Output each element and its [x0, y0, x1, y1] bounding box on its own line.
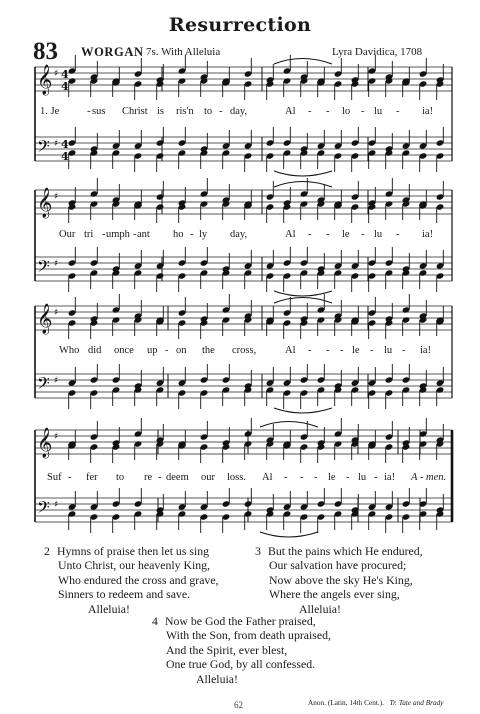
sharp-icon: ♯ [54, 376, 59, 386]
bass-clef-icon: 𝄢 [37, 256, 50, 280]
lyric-syllable: lo [342, 106, 351, 117]
lyric-syllable: - [396, 229, 400, 240]
lyric-syllable: sus [92, 106, 106, 117]
lyric-syllable: men. [426, 472, 447, 483]
stanza-4 [152, 614, 331, 686]
lyric-syllable: - [402, 345, 406, 356]
lyric-syllable: Al [285, 106, 296, 117]
lyric-syllable: lu [358, 472, 367, 483]
lyric-syllable: our [201, 472, 215, 483]
slur [274, 291, 332, 296]
sharp-icon: ♯ [54, 192, 59, 202]
stanza-number: 3 [255, 544, 261, 558]
slur [260, 422, 318, 428]
stanza-2 [44, 544, 219, 616]
lyric-syllable: ia! [422, 106, 434, 117]
lyric-syllable: loss. [227, 472, 246, 483]
tune-name: WORGAN [81, 45, 144, 59]
sharp-icon: ♯ [54, 139, 59, 149]
lyric-syllable: - [361, 106, 365, 117]
lyric-syllable: - [326, 345, 330, 356]
lyric-syllable: - [396, 106, 400, 117]
time-signature: 4 [61, 80, 69, 93]
treble-clef-icon: 𝄞 [37, 188, 53, 218]
lyric-syllable: ris'n [176, 106, 194, 117]
lyric-syllable: ant [137, 229, 150, 240]
lyric-syllable: - [308, 229, 312, 240]
lyric-syllable: did [88, 345, 102, 356]
lyric-line [40, 106, 460, 120]
sharp-icon: ♯ [54, 259, 59, 269]
text-credit: Anon. (Latin, 14th Cent.). [308, 698, 384, 707]
lyric-syllable: ho [173, 229, 184, 240]
lyric-syllable: once [114, 345, 134, 356]
lyric-syllable: deem [166, 472, 189, 483]
translator-credit: Tr. Tate and Brady [389, 698, 444, 707]
bass-clef-icon: 𝄢 [37, 373, 50, 397]
lyric-syllable: - [165, 345, 169, 356]
lyric-syllable: Suf [47, 472, 62, 483]
lyric-syllable: lu [384, 345, 393, 356]
lyric-syllable: - [87, 106, 91, 117]
stanza-line: Sinners to redeem and save. [58, 587, 191, 602]
bass-clef-icon: 𝄢 [37, 497, 50, 521]
hymn-title: Resurrection [168, 14, 312, 36]
stanza-line: Now above the sky He's King, [269, 572, 413, 587]
lyric-syllable: umph [106, 229, 130, 240]
lyric-syllable: A [411, 472, 418, 483]
stanza-line: Unto Christ, our heavenly King, [58, 558, 211, 573]
lyric-syllable: - [190, 229, 194, 240]
slur [274, 182, 332, 188]
lyric-syllable: to [204, 106, 213, 117]
lyric-syllable: up [147, 345, 158, 356]
tune-source: Lyra Davidica, 1708 [332, 46, 423, 58]
lyric-syllable: 1. Je [40, 106, 60, 117]
lyric-syllable: ia! [420, 345, 432, 356]
lyric-syllable: re [144, 472, 153, 483]
lyric-syllable: - [370, 345, 374, 356]
lyric-syllable: le [328, 472, 336, 483]
lyric-syllable: cross, [232, 345, 257, 356]
lyric-syllable: - [374, 472, 378, 483]
lyric-syllable: - [158, 472, 162, 483]
time-signature: 4 [61, 138, 69, 151]
lyric-syllable: day, [230, 106, 248, 117]
stanza-line: And the Spirit, ever blest, [166, 642, 288, 657]
hymn-number: 83 [33, 38, 58, 65]
lyric-syllable: ly [199, 229, 208, 240]
lyric-syllable: to [116, 472, 125, 483]
lyric-syllable: - [133, 229, 137, 240]
sharp-icon: ♯ [54, 432, 59, 442]
lyric-syllable: lu [374, 106, 383, 117]
lyric-syllable: - [346, 472, 350, 483]
time-signature: 4 [61, 68, 69, 81]
slur [274, 408, 332, 413]
sharp-icon: ♯ [54, 69, 59, 79]
lyric-syllable: - [300, 472, 304, 483]
lyric-syllable: tri [84, 229, 94, 240]
stanza-refrain: Alleluia! [299, 601, 341, 616]
lyric-syllable: le [342, 229, 350, 240]
lyric-syllable: fer [86, 472, 98, 483]
lyric-syllable: on [176, 345, 187, 356]
lyric-syllable: - [314, 472, 318, 483]
lyric-line [40, 345, 460, 359]
treble-clef-icon: 𝄞 [37, 65, 53, 95]
lyric-syllable: - [68, 472, 72, 483]
lyric-syllable: Our [59, 229, 76, 240]
stanza-line: One true God, by all confessed. [166, 657, 316, 672]
treble-clef-icon: 𝄞 [37, 428, 53, 458]
lyric-syllable: the [202, 345, 215, 356]
lyric-syllable: - [420, 472, 424, 483]
lyric-syllable: Al [262, 472, 273, 483]
bass-clef-icon: 𝄢 [37, 136, 50, 160]
lyric-syllable: day, [230, 229, 248, 240]
lyric-syllable: Who [59, 345, 80, 356]
lyric-syllable: - [102, 229, 106, 240]
lyric-syllable: Al [285, 345, 296, 356]
lyric-syllable: - [340, 345, 344, 356]
lyric-syllable: lu [374, 229, 383, 240]
stanza-refrain: Alleluia! [88, 601, 130, 616]
stanza-number: 2 [44, 544, 50, 558]
lyric-syllable: ia! [422, 229, 434, 240]
lyric-syllable: ia! [384, 472, 396, 483]
sharp-icon: ♯ [54, 308, 59, 318]
stanza-refrain: Alleluia! [196, 671, 238, 686]
stanza-line: Who endured the cross and grave, [58, 572, 219, 587]
slur [274, 298, 332, 304]
lyric-syllable: - [284, 472, 288, 483]
lyric-line [40, 472, 460, 486]
meter: 7s. With Alleluia [146, 46, 221, 58]
page-number: 62 [234, 700, 243, 710]
lyric-syllable: - [361, 229, 365, 240]
lyric-syllable: - [219, 106, 223, 117]
stanza-line: Our salvation have procured; [269, 558, 407, 573]
slur [274, 171, 332, 176]
lyric-syllable: is [157, 106, 165, 117]
slur [260, 532, 318, 537]
stanza-line: With the Son, from death upraised, [166, 628, 331, 643]
stanza-line: Hymns of praise then let us sing [57, 544, 210, 558]
lyric-syllable: - [308, 345, 312, 356]
lyric-line [40, 229, 460, 243]
stanza-3 [255, 544, 423, 616]
treble-clef-icon: 𝄞 [37, 304, 53, 334]
stanza-line: Where the angels ever sing, [269, 587, 400, 602]
lyric-syllable: Al [285, 229, 296, 240]
stanza-line: Now be God the Father praised, [165, 614, 316, 628]
stanza-line: But the pains which He endured, [268, 544, 423, 558]
lyric-syllable: - [308, 106, 312, 117]
sharp-icon: ♯ [54, 500, 59, 510]
lyric-syllable: - [326, 106, 330, 117]
slur [274, 59, 332, 65]
lyric-syllable: le [352, 345, 360, 356]
time-signature: 4 [61, 150, 69, 163]
stanza-number: 4 [152, 614, 158, 628]
lyric-syllable: Christ [122, 106, 148, 117]
lyric-syllable: - [326, 229, 330, 240]
credits [308, 698, 444, 707]
